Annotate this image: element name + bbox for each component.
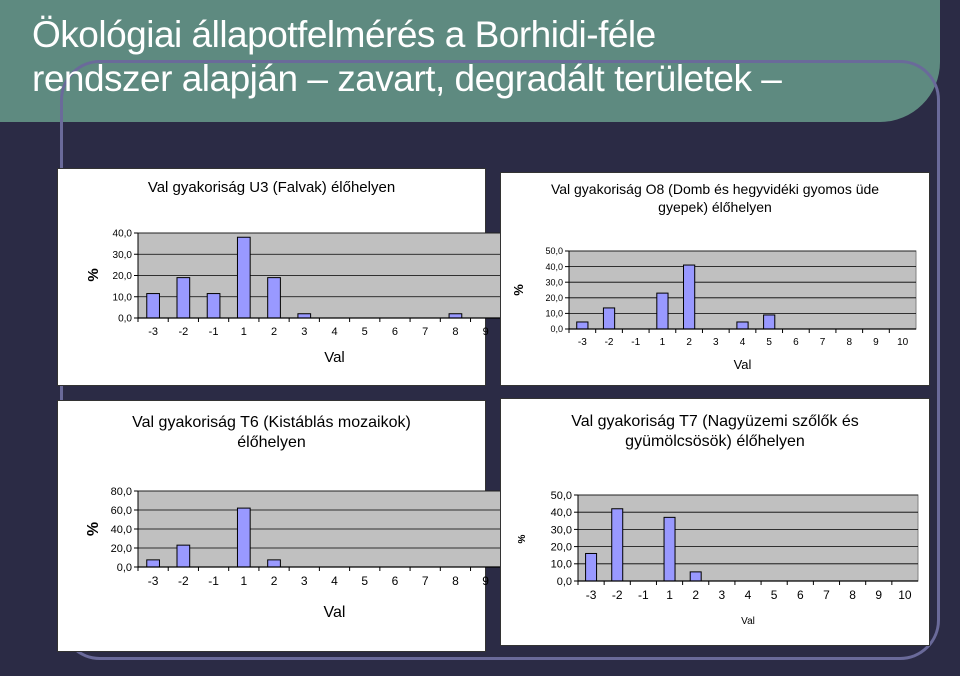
x-tick-label: -2 [611,588,623,602]
bar [603,308,614,329]
chart-o8-panel [500,172,930,386]
chart-o8-title: Val gyakoriság O8 (Domb és hegyvidéki gyomos üde gyepek) élőhelyen [550,181,880,215]
y-tick-label: 20,0 [110,542,132,555]
y-tick-label: 30,0 [550,524,572,537]
x-tick-label: 1 [659,337,666,348]
x-tick-label: 4 [744,588,752,602]
bar [764,315,775,329]
bar [237,237,250,318]
x-tick-label: 1 [666,588,673,602]
y-tick-label: 10,0 [545,308,563,319]
x-tick-label: -2 [178,574,189,588]
bar [268,278,281,318]
x-tick-label: 4 [331,326,338,338]
x-tick-label: 2 [692,588,700,602]
x-tick-label: 8 [849,588,856,602]
bar [577,322,588,329]
x-tick-label: 2 [270,326,278,338]
x-tick-label: 8 [452,574,459,588]
x-tick-label: 2 [686,337,692,348]
x-tick-label: 7 [819,337,826,348]
y-tick-label: 0,0 [556,575,572,588]
x-axis-label: Val [323,604,346,621]
bar [147,560,160,567]
x-tick-label: 7 [823,588,830,602]
chart-o8-svg [501,173,931,387]
y-tick-label: 40,0 [545,261,563,272]
x-tick-label: -1 [208,574,219,588]
y-tick-label: 30,0 [545,277,563,288]
x-axis-label: Val [733,357,752,372]
y-tick-label: 10,0 [550,558,572,571]
y-tick-label: 40,0 [112,228,132,240]
bar [690,572,701,581]
bar [737,322,748,329]
y-tick-label: 40,0 [550,507,572,520]
x-tick-label: 6 [793,337,799,348]
bar [684,265,695,329]
chart-t7-svg [501,399,931,647]
chart-u3-panel [57,168,489,386]
chart-t6-panel [57,400,489,652]
bar [657,293,668,329]
x-tick-label: 9 [873,337,879,348]
x-tick-label: -1 [638,588,649,602]
y-tick-label: 30,0 [112,249,132,261]
x-tick-label: -2 [178,326,189,338]
x-tick-label: -3 [585,588,597,602]
x-tick-label: 10 [897,337,909,348]
x-tick-label: -3 [577,337,587,348]
bar [298,314,311,318]
chart-t6-svg [58,401,487,653]
x-tick-label: 4 [739,337,746,348]
x-tick-label: -3 [148,326,159,338]
y-tick-label: 0,0 [118,313,132,325]
bar [664,517,675,581]
chart-t7-title: Val gyakoriság T7 (Nagyüzemi szőlők és gyümölcsösök) élőhelyen [571,413,859,450]
y-axis-label: % [517,534,528,544]
x-tick-label: 3 [713,337,719,348]
x-tick-label: 4 [331,574,338,588]
x-tick-label: -1 [631,337,641,348]
x-tick-label: 10 [898,588,912,602]
chart-u3-svg [58,169,487,387]
x-tick-label: 3 [718,588,726,602]
slide-title-line-2: rendszer alapján – zavart, degradált területek – [32,58,782,99]
y-tick-label: 80,0 [110,485,132,498]
y-tick-label: 0,0 [550,324,563,335]
x-tick-label: 3 [301,326,308,338]
y-tick-label: 20,0 [550,541,572,554]
y-axis-label: % [85,521,102,537]
x-tick-label: 5 [766,337,772,348]
y-tick-label: 60,0 [110,504,132,517]
bar [268,560,281,567]
x-tick-label: 6 [796,588,804,602]
x-tick-label: 1 [240,574,248,588]
x-tick-label: 7 [421,574,429,588]
x-axis-label: Val [741,616,755,627]
y-axis-label: % [511,284,526,296]
x-tick-label: 1 [240,326,247,338]
bar [177,278,190,318]
x-tick-label: 7 [422,326,429,338]
x-tick-label: 8 [452,326,459,338]
y-axis-label: % [85,268,102,282]
y-tick-label: 50,0 [545,246,563,257]
x-tick-label: 5 [361,326,368,338]
y-tick-label: 0,0 [116,561,132,574]
x-tick-label: 9 [482,574,489,588]
x-tick-label: 5 [770,588,778,602]
bar [207,294,220,318]
slide-title-line-1: Ökológiai állapotfelmérés a Borhidi-féle [32,14,656,55]
y-tick-label: 20,0 [545,292,563,303]
chart-t7-panel [500,398,930,646]
x-tick-label: -2 [604,337,614,348]
y-tick-label: 50,0 [550,489,572,502]
bar [449,314,462,318]
y-tick-label: 20,0 [112,271,132,282]
chart-u3-title: Val gyakoriság U3 (Falvak) élőhelyen [147,179,396,196]
bar [147,294,160,318]
bar [586,553,597,581]
chart-t6-title: Val gyakoriság T6 (Kistáblás mozaikok) élőhelyen [132,414,411,451]
x-tick-label: 9 [482,326,489,338]
y-tick-label: 10,0 [112,292,132,304]
x-tick-label: -3 [147,574,159,588]
bar [237,508,250,567]
x-tick-label: 9 [875,588,883,602]
bar [612,509,623,581]
x-tick-label: -1 [208,326,219,338]
x-tick-label: 5 [361,574,369,588]
x-tick-label: 6 [391,326,399,338]
plot-area [569,251,916,329]
y-tick-label: 40,0 [110,523,132,536]
plot-area [578,495,918,581]
x-tick-label: 6 [391,574,399,588]
x-tick-label: 8 [846,337,853,348]
x-tick-label: 3 [300,574,308,588]
x-axis-label: Val [324,349,345,366]
bar [177,545,190,567]
x-tick-label: 2 [270,574,278,588]
